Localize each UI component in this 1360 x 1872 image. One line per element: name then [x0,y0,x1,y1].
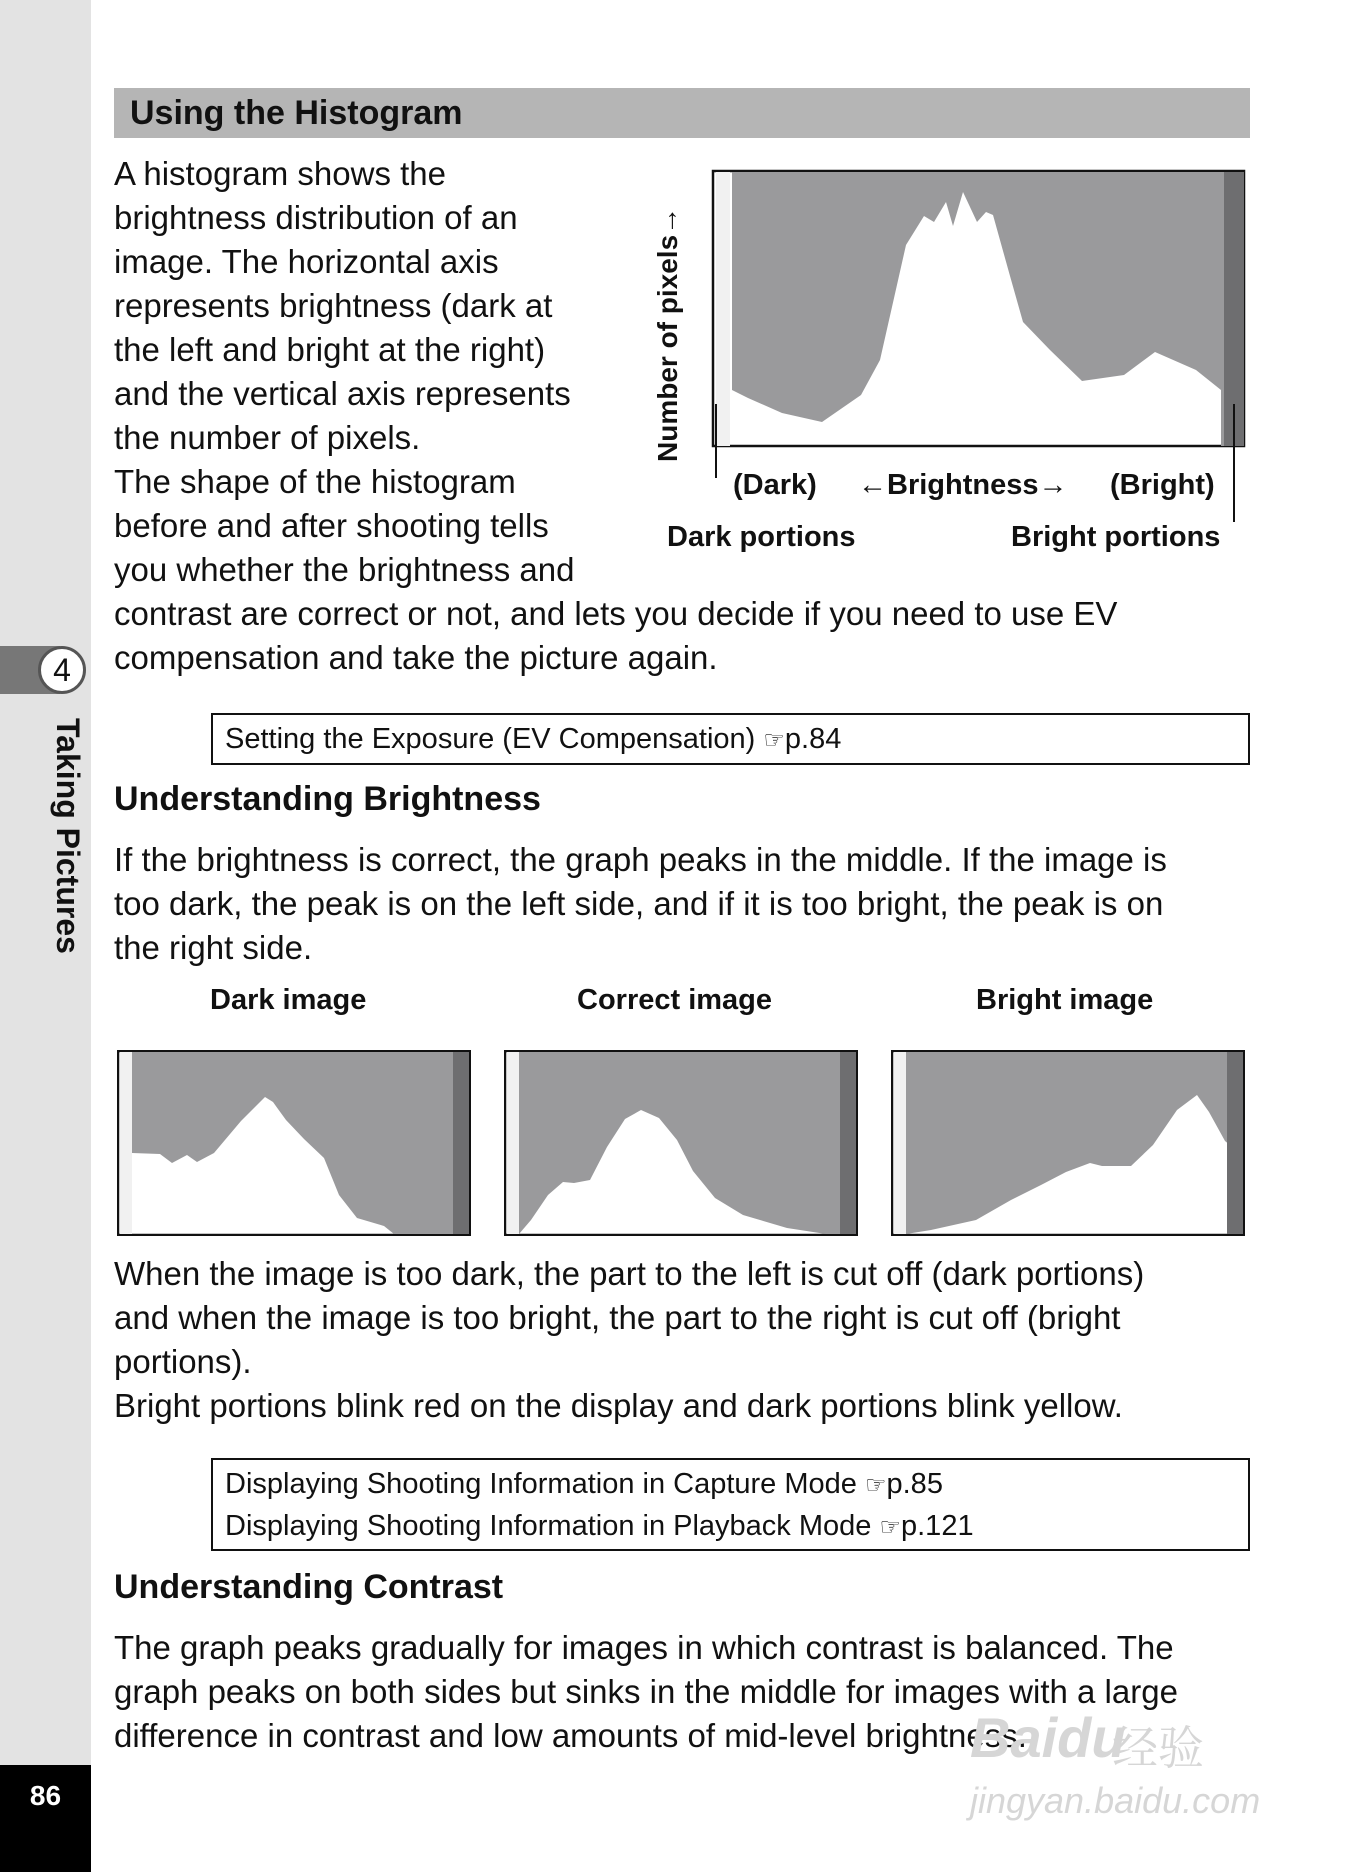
reference-box-ev [211,713,1250,765]
pointing-hand-icon: ☞ [864,1472,887,1499]
pointing-hand-icon: ☞ [879,1514,901,1541]
contrast-heading: Understanding Contrast [114,1568,504,1606]
reference-line[interactable] [225,719,1236,761]
intro-line: the left and bright at the right) [114,331,546,368]
contrast-line: The graph peaks gradually for images in which contrast is balanced. The [114,1629,1174,1666]
brightness-line: too dark, the peak is on the left side, and if it is too bright, the peak is on [114,885,1164,922]
correct-image-title: Correct image [577,984,773,1016]
intro-line: The shape of the histogram [114,463,516,500]
pointing-hand-icon: ☞ [763,727,785,754]
y-axis-label: Number of pixels→ [652,206,683,462]
cutoff-line: and when the image is too bright, the part to the right is cut off (bright [114,1299,1121,1336]
intro-line: image. The horizontal axis [114,243,499,280]
reference-page[interactable]: p.121 [901,1510,974,1542]
page-number: 86 [0,1765,91,1872]
correct-image-histogram [504,1050,858,1236]
reference-page[interactable]: p.85 [886,1468,943,1500]
chapter-number: 4 [38,646,86,694]
reference-text: Displaying Shooting Information in Playback Mode [225,1510,872,1542]
dark-label: (Dark) [733,469,817,501]
dark-image-title: Dark image [210,984,367,1016]
watermark-url: jingyan.baidu.com [970,1780,1261,1821]
bright-label: (Bright) [1110,469,1215,501]
cutoff-line: Bright portions blink red on the display and dark portions blink yellow. [114,1387,1123,1424]
dark-edge-band [716,172,730,446]
intro-line: and the vertical axis represents [114,375,571,412]
cutoff-line: When the image is too dark, the part to the left is cut off (dark portions) [114,1255,1145,1292]
bright-image-histogram [891,1050,1245,1236]
reference-text: Displaying Shooting Information in Capture Mode [225,1468,857,1500]
intro-line: compensation and take the picture again. [114,639,718,676]
brightness-line: the right side. [114,929,313,966]
reference-box-display [211,1458,1250,1551]
contrast-line: difference in contrast and low amounts of mid-level brightness. [114,1717,1027,1754]
reference-page[interactable]: p.84 [784,723,842,755]
brightness-label: ←Brightness→ [858,469,1068,501]
cutoff-paragraph [114,1252,1144,1428]
intro-line: A histogram shows the [114,155,446,192]
brightness-heading: Understanding Brightness [114,780,541,818]
dark-image-histogram [117,1050,471,1236]
reference-line[interactable] [225,1506,1236,1548]
section-title: Using the Histogram [114,88,1250,138]
intro-line: before and after shooting tells [114,507,549,544]
intro-line: you whether the brightness and [114,551,575,588]
intro-line: brightness distribution of an [114,199,518,236]
bright-image-title: Bright image [976,984,1154,1016]
dark-portions-label: Dark portions [667,521,856,553]
brightness-line: If the brightness is correct, the graph peaks in the middle. If the image is [114,841,1167,878]
brightness-paragraph [114,838,1167,970]
intro-line: contrast are correct or not, and lets you decide if you need to use EV [114,595,1118,632]
watermark-cn: 经验 [1112,1722,1204,1774]
chapter-title: Taking Pictures [50,718,86,954]
contrast-line: graph peaks on both sides but sinks in the middle for images with a large [114,1673,1178,1710]
reference-text: Setting the Exposure (EV Compensation) [225,723,756,755]
cutoff-line: portions). [114,1343,252,1380]
intro-line: the number of pixels. [114,419,421,456]
watermark-brand: Baidu [970,1706,1126,1769]
reference-line[interactable] [225,1464,1236,1506]
intro-line: represents brightness (dark at [114,287,553,324]
main-histogram-diagram [640,160,1260,560]
bright-portions-label: Bright portions [1011,521,1221,553]
